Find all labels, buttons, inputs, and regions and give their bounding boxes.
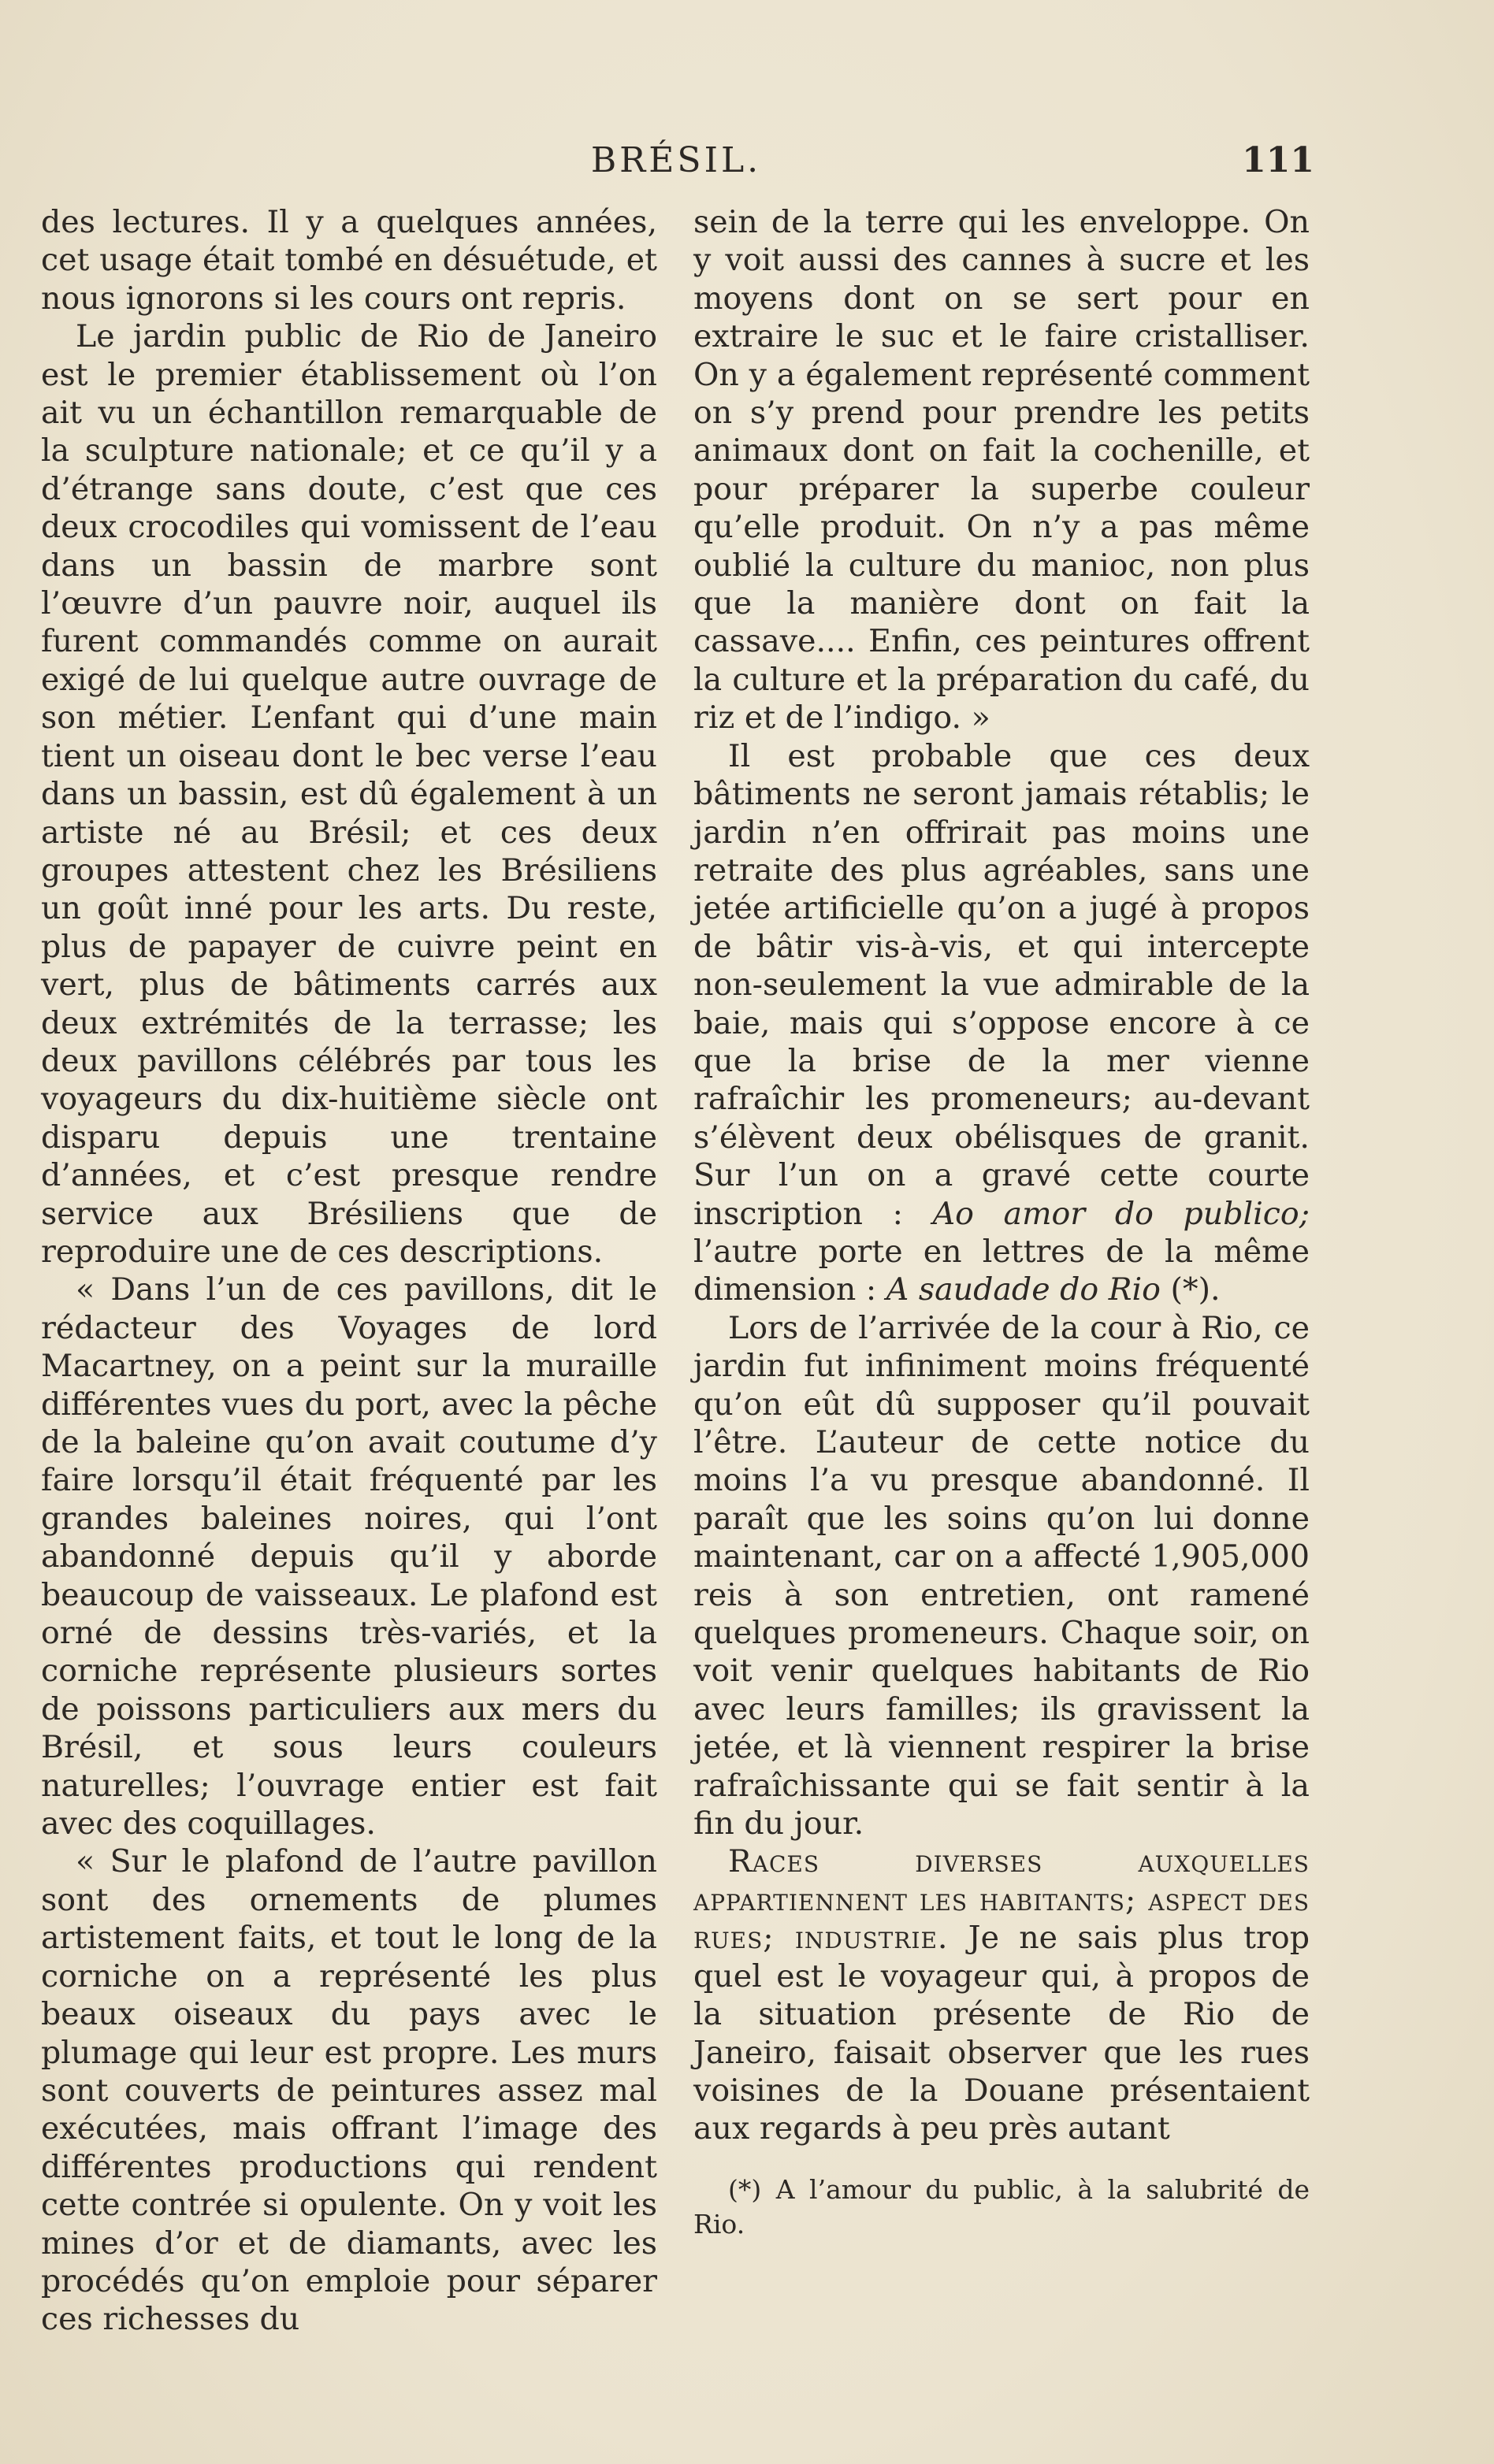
footnote: (*) A l’amour du public, à la salubrité de Rio. [693, 2174, 1310, 2239]
left-column [41, 203, 657, 2339]
obelisques-text: Il est probable que ces deux bâtiments ne seront jamais rétablis; le jardin n’en offrirait pas moins une retraite des plus agréables, sans une jetée artificielle qu’on a jugé à propos de bâtir vis-à-vis, et qui intercepte non-seulement la vue admirable de la baie, mais qui s’oppose encore à ce que la brise de la mer vienne rafraîchir les promeneurs; au-devant s’élèvent deux obélisques de granit. Sur l’un on a gravé cette courte inscription : [693, 737, 1310, 1232]
paragraph-obelisques [693, 737, 1310, 1309]
paragraph-arrivee-cour: Lors de l’arrivée de la cour à Rio, ce jardin fut infiniment moins fréquenté qu’on eût dû supposer qu’il pouvait l’être. L’auteur de cette notice du moins l’a vu presque abandonné. Il paraît que les soins qu’on lui donne maintenant, car on a affecté 1,905,000 reis à son entretien, ont ramené quelques promeneurs. Chaque soir, on voit venir quelques habitants de Rio avec leurs familles; ils gravissent la jetée, et là viennent respirer la brise rafraîchissante qui se fait sentir à la fin du jour. [693, 1309, 1310, 1842]
page-number: 111 [1242, 140, 1314, 180]
footnote-ref: (*). [1170, 1271, 1221, 1308]
paragraph-quote-continued: sein de la terre qui les enveloppe. On y voit aussi des cannes à sucre et les moyens dont on se sert pour en extraire le suc et le faire cristalliser. On y a également représenté comment on s’y prend pour prendre les petits animaux dont on fait la cochenille, et pour préparer la superbe couleur qu’elle produit. On n’y a pas même oublié la culture du manioc, non plus que la manière dont on fait la cassave.... Enfin, ces peintures offrent la culture et la préparation du café, du riz et de l’indigo. » [693, 204, 1310, 737]
running-title: BRÉSIL. [590, 140, 762, 180]
paragraph-continued: des lectures. Il y a quelques années, cet usage était tombé en désuétude, et nous ignorons si les cours ont repris. [41, 204, 657, 317]
section-heading: Races diverses auxquelles appartiennent les habitants; aspect des rues; industrie. [693, 1843, 1310, 1957]
obelisques-text-middle: l’autre porte en lettres de la même dimension : [693, 1233, 1310, 1308]
paragraph-quote-pavillon-1: « Dans l’un de ces pavillons, dit le rédacteur des Voyages de lord Macartney, on a peint sur la muraille différentes vues du port, avec la pêche de la baleine qu’on avait coutume d’y faire lorsqu’il était fréquenté par les grandes baleines noires, qui l’ont abandonné depuis qu’il y aborde beaucoup de vaisseaux. Le plafond est orné de dessins très-variés, et la corniche représente plusieurs sortes de poissons particuliers aux mers du Brésil, et sous leurs couleurs naturelles; l’ouvrage entier est fait avec des coquillages. [41, 1271, 657, 1842]
inscription-2: A saudade do Rio [886, 1271, 1161, 1308]
inscription-1: Ao amor do publico; [932, 1195, 1310, 1232]
paragraph-quote-pavillon-2: « Sur le plafond de l’autre pavillon sont des ornements de plumes artistement faits, et tout le long de la corniche on a représenté les plus beaux oiseaux du pays avec le plumage qui leur est propre. Les murs sont couverts de peintures assez mal exécutées, mais offrant l’image des différentes productions qui rendent cette contrée si opulente. On y voit les mines d’or et de diamants, avec les procédés qu’on emploie pour séparer ces richesses du [41, 1843, 657, 2338]
running-head [38, 135, 1314, 183]
races-text: Je ne sais plus trop quel est le voyageur qui, à propos de la situation présente de Rio de Janeiro, faisait observer que les rues voisines de la Douane présentaient aux regards à peu près autant [693, 1920, 1310, 2147]
paragraph-jardin-public: Le jardin public de Rio de Janeiro est le premier établissement où l’on ait vu un échantillon remarquable de la sculpture nationale; et ce qu’il y a d’étrange sans doute, c’est que ces deux crocodiles qui vomissent de l’eau dans un bassin de marbre sont l’œuvre d’un pauvre noir, auquel ils furent commandés comme on aurait exigé de lui quelque autre ouvrage de son métier. L’enfant qui d’une main tient un oiseau dont le bec verse l’eau dans un bassin, est dû également à un artiste né au Brésil; et ces deux groupes attestent chez les Brésiliens un goût inné pour les arts. Du reste, plus de papayer de cuivre peint en vert, plus de bâtiments carrés aux deux extrémités de la terrasse; les deux pavillons célébrés par tous les voyageurs du dix-huitième siècle ont disparu depuis une trentaine d’années, et c’est presque rendre service aux Brésiliens que de reproduire une de ces descriptions. [41, 318, 657, 1270]
paragraph-races [693, 1842, 1310, 2147]
right-column [693, 203, 1310, 2148]
